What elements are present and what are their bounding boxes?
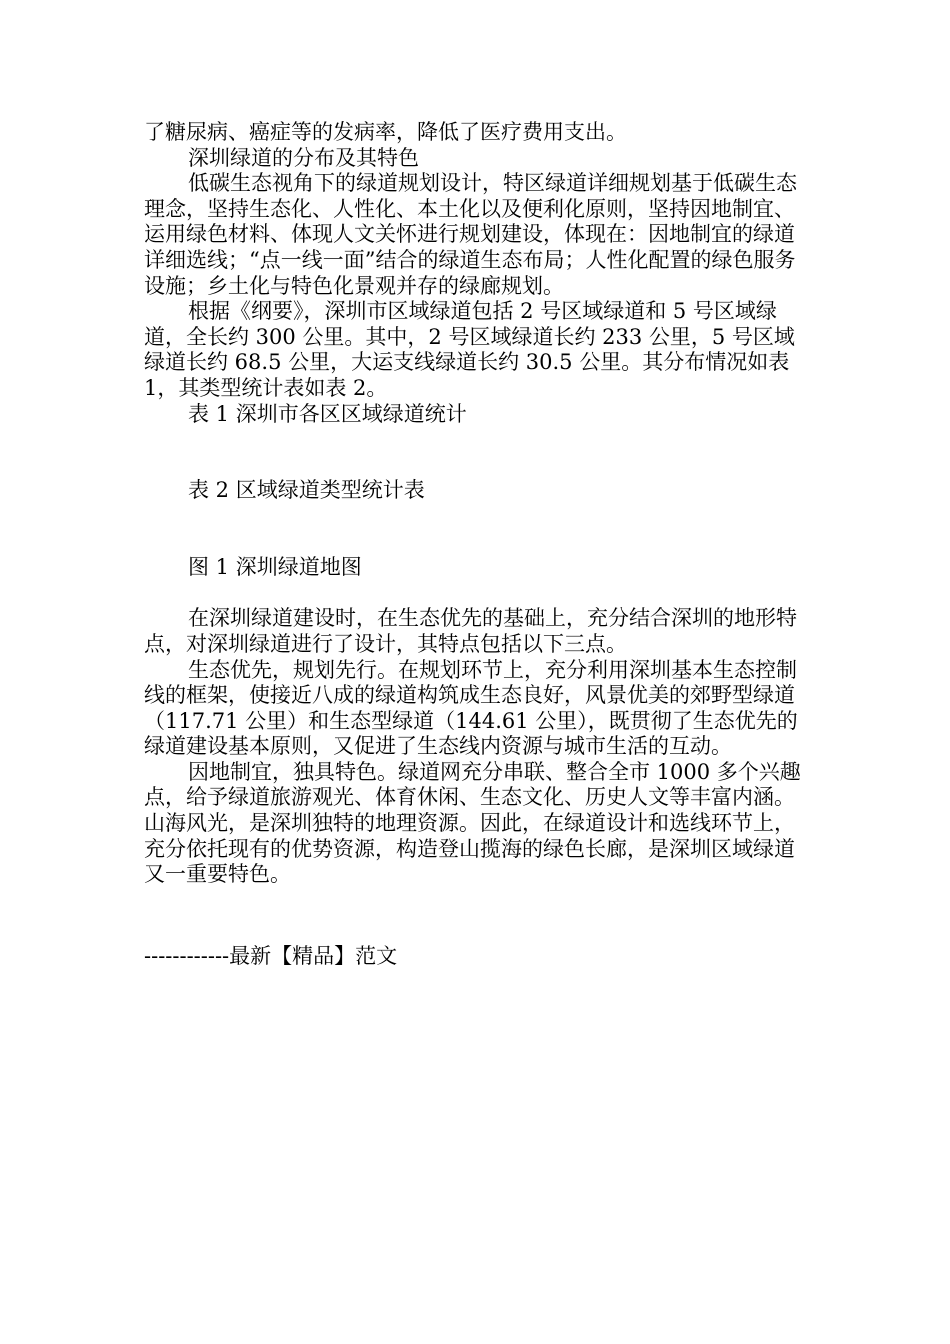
table-2-placeholder xyxy=(144,504,804,555)
paragraph-ecology-first: 生态优先，规划先行。在规划环节上，充分利用深圳基本生态控制线的框架，使接近八成的绿道构筑成生态良好，风景优美的郊野型绿道（117.71 公里）和生态型绿道（144.61 公里），既贯彻了生态优先的绿道建设基本原则，又促进了生态线内资源与城市生活的互动。 xyxy=(144,657,798,759)
figure-caption-1: 图 1 深圳绿道地图 xyxy=(188,554,362,579)
paragraph-health-benefits: 了糖尿病、癌症等的发病率，降低了医疗费用支出。 xyxy=(144,120,627,144)
table-1-placeholder xyxy=(144,427,804,478)
paragraph-low-carbon-planning: 低碳生态视角下的绿道规划设计，特区绿道详细规划基于低碳生态理念，坚持生态化、人性化、本土化以及便利化原则，坚持因地制宜、运用绿色材料、体现人文关怀进行规划建设，体现在：因地制宜的绿道详细选线；“点一线一面”结合的绿道生态布局；人性化配置的绿色服务设施；乡土化与特色化景观并存的绿廊规划。 xyxy=(144,171,797,298)
table-caption-2: 表 2 区域绿道类型统计表 xyxy=(188,478,425,503)
figure-1-placeholder xyxy=(144,580,804,606)
paragraph-design-features: 在深圳绿道建设时，在生态优先的基础上，充分结合深圳的地形特点，对深圳绿道进行了设计，其特点包括以下三点。 xyxy=(144,606,797,656)
paragraph-local-conditions: 因地制宜，独具特色。绿道网充分串联、整合全市 1000 多个兴趣点，给予绿道旅游观光、体育休闲、生态文化、历史人文等丰富内涵。山海风光，是深圳独特的地理资源。因此，在绿道设计和选线环节上，充分依托现有的优势资源，构造登山揽海的绿色长廊，是深圳区域绿道又一重要特色。 xyxy=(144,759,801,887)
footer-text: ------------最新【精品】范文 xyxy=(144,944,398,968)
paragraph-outline-statistics: 根据《纲要》，深圳市区域绿道包括 2 号区域绿道和 5 号区域绿道，全长约 300 公里。其中，2 号区域绿道长约 233 公里，5 号区域绿道长约 68.5 公里，大运支线绿道长约 30.5 公里。其分布情况如表 1，其类型统计表如表 2。 xyxy=(144,299,795,400)
document-body xyxy=(144,120,804,888)
table-caption-1: 表 1 深圳市各区区域绿道统计 xyxy=(188,401,467,426)
section-heading-distribution: 深圳绿道的分布及其特色 xyxy=(188,145,419,170)
